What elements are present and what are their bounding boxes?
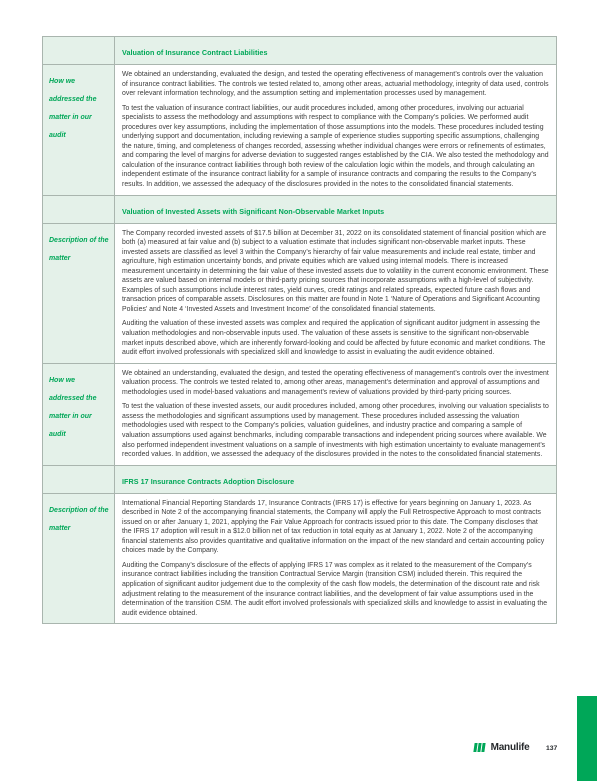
row-label: Description of the matter (49, 506, 109, 532)
brand-lockup (474, 742, 530, 753)
section-title: Valuation of Insurance Contract Liabilities (122, 48, 268, 57)
row-content-cell (115, 65, 556, 195)
row-label: Description of the matter (49, 236, 109, 262)
row-label-cell (43, 65, 115, 195)
page-footer (0, 740, 600, 756)
body-paragraph: To test the valuation of these invested assets, our audit procedures included, among other procedures, involving our valuation specialists to assess the methodologies and significant assumptions used by management. These procedures included assessing the valuation methodologies used with respect to the Company’s policies, valuation guidelines, and industry practice and comparing a sample of valuation assumptions used against benchmarks, including comparable transactions and independent pricing sources where available. We also performed independent investment valuations on a sample of investments with high estimation uncertainty to evaluate management’s recorded values. In addition, we assessed the adequacy of the disclosures provided in the notes to the consolidated financial statements. (122, 403, 549, 459)
body-paragraph: Auditing the Company’s disclosure of the effects of applying IFRS 17 was complex as it related to the measurement of the Company’s insurance contract liabilities including the transition Contractual Service Margin (transition CSM) included therein. This required the application of significant auditor judgement due to the complexity of the cash flow models, the determination of the discount rate and risk adjustment relating to the measurement of the insurance contract liabilities, and the development of fair value assumptions used in the determination of the transition CSM. The audit effort involved professionals with specialized skills and knowledge to assist in evaluating the audit evidence obtained. (122, 561, 548, 617)
table-row (43, 363, 556, 465)
body-paragraph: International Financial Reporting Standards 17, Insurance Contracts (IFRS 17) is effective for years beginning on January 1, 2023. As described in Note 2 of the accompanying financial statements, the Company will apply the Full Retrospective Approach to most contracts issued on or after January 1, 2021, applying the Fair Value Approach for contracts issued prior to this date. The Company discloses that the IFRS 17 adoption will result in a $12.0 billion net of tax reduction in total equity as at January 1, 2022. Note 2 of the accompanying financial statements also provides quantitative and qualitative information on the impact of the new standard and certain accounting policy choices made by the Company. (122, 499, 545, 555)
body-paragraph: We obtained an understanding, evaluated the design, and tested the operating effectiveness of management’s controls over the investment valuation process. The controls we tested related to, among other areas, management’s determination and approval of assumptions and methodologies used in model-based valuations and management’s review of valuations provided by third-party pricing sources. (122, 369, 549, 396)
logo-bar (482, 743, 486, 752)
section-header-row (43, 465, 556, 493)
table-row (43, 223, 556, 363)
manulife-logo-icon (474, 743, 487, 752)
brand-name: Manulife (490, 742, 530, 753)
table-row (43, 64, 556, 195)
header-row-empty-cell (43, 466, 115, 493)
table-row (43, 493, 556, 624)
row-content-cell (115, 224, 556, 363)
section-header-row (43, 195, 556, 223)
body-paragraph: Auditing the valuation of these invested assets was complex and required the application of significant auditor judgment in assessing the valuation methodologies and non-observable inputs used. The valuation of these assets is sensitive to the significant non-observable market inputs described above, which are inherently forward-looking and could be affected by future economic and market conditions. The audit effort involved professionals with specialized skill and knowledge to assist in evaluating the audit evidence obtained. (122, 320, 546, 357)
body-paragraph: To test the valuation of insurance contract liabilities, our audit procedures included, among other procedures, involving our actuarial specialists to assess the methodology and assumptions with respect to compliance with the Company’s policies. We performed audit procedures over key assumptions, including the implementation of those assumptions into the models. These procedures included testing underlying support and documentation, including reviewing a sample of experience studies supporting specific assumptions, challenging the nature, timing, and completeness of changes recorded, assessing whether individual changes were errors or refinements of estimates, and comparing the level of margins for adverse deviation to suggested ranges established by the CIA. We also tested the methodology and calculation of the insurance contract liabilities through both review of the calculation logic within the models, and through calculating an independent estimate of the insurance contract liability for a sample of insurance contracts and comparing the results to the Company’s results. In addition, we assessed the adequacy of the disclosures provided in the notes to the consolidated financial statements. (122, 104, 549, 189)
green-accent-bar (577, 696, 597, 781)
row-content-cell (115, 364, 556, 465)
header-row-title-cell (115, 196, 556, 223)
header-row-empty-cell (43, 37, 115, 64)
key-audit-matters-table (42, 36, 557, 624)
section-header-row (43, 37, 556, 64)
section-title: IFRS 17 Insurance Contracts Adoption Disclosure (122, 476, 295, 486)
row-label-cell (43, 364, 115, 465)
body-paragraph: We obtained an understanding, evaluated the design, and tested the operating effectiveness of management’s controls over the valuation of insurance contract liabilities. The controls we tested related to, among other areas, actuarial methodology, integrity of data used, controls over relevant information technology, and the assumption setting and implementation processes used by management. (122, 71, 549, 98)
page-number: 137 (546, 745, 558, 752)
header-row-empty-cell (43, 196, 115, 223)
row-label: How we addressed the matter in our audit (49, 376, 97, 438)
row-content-cell (115, 494, 556, 624)
body-paragraph: The Company recorded invested assets of $17.5 billion at December 31, 2022 on its consolidated statement of financial position which are both (a) measured at fair value and (b) subject to a valuation estimate that includes significant non-observable market inputs. These invested assets are classified as level 3 within the Company’s hierarchy of fair value measurements and include real estate, timber and agriculture, high estimation uncertainty bonds, and private equities which are valued using internal models. There is increased measurement uncertainty in determining the fair value of these invested assets due to volatility in the current economic environment. These assets are valued based on internal models or third-party pricing sources that incorporate assumptions with a high-level of subjectivity. Examples of such assumptions include interest rates, yield curves, credit ratings and related spreads, expected future cash flows and transaction prices of comparable assets. Disclosures on this matter are found in Note 1 ‘Nature of Operations and Significant Accounting Policies’ and Note 4 ‘Invested Assets and Investment Income’ of the consolidated financial statements. (122, 229, 549, 313)
header-row-title-cell (115, 37, 556, 64)
section-title: Valuation of Invested Assets with Significant Non-Observable Market Inputs (122, 206, 385, 216)
row-label-cell (43, 224, 115, 363)
header-row-title-cell (115, 466, 556, 493)
row-label: How we addressed the matter in our audit (49, 78, 97, 139)
row-label-cell (43, 494, 115, 624)
